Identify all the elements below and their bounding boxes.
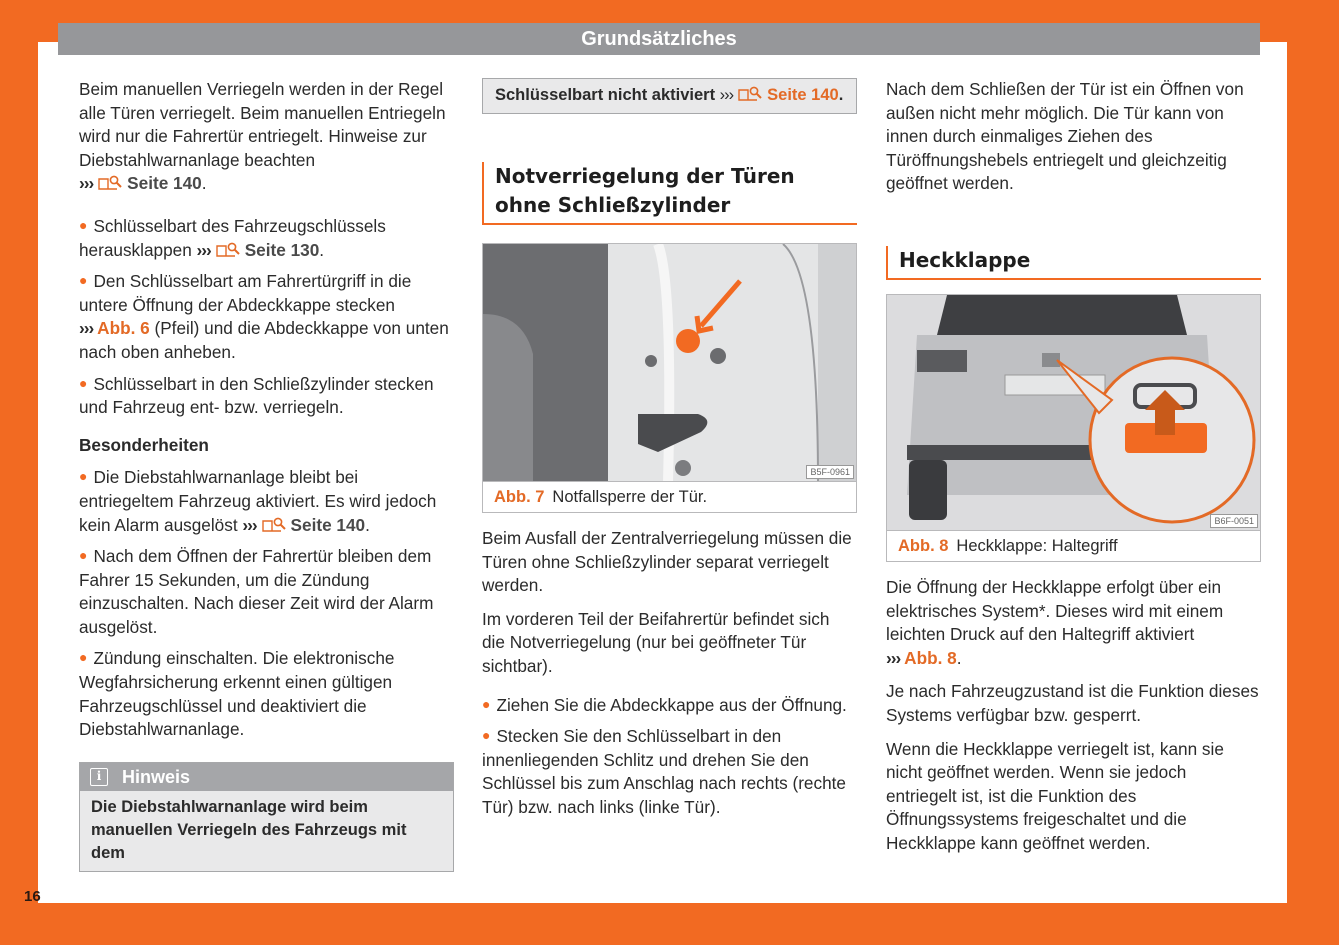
car-rear-image [887,295,1260,531]
reference-arrow-icon: ››› [719,86,734,104]
list-item: ● Ziehen Sie die Abdeckkappe aus der Öffnung. [482,694,847,715]
book-search-icon [97,175,123,191]
tailgate-illustration [887,295,1260,531]
page-reference-link[interactable]: Seite 140 [290,514,366,535]
book-search-icon [261,517,287,533]
hinweis-title: Hinweis [122,766,191,787]
figure-reference-link[interactable]: Abb. 6 [97,318,150,339]
book-search-icon [215,242,241,258]
door-lock-illustration [483,244,856,482]
note-box-continued: Schlüsselbart nicht aktiviert ››› Seite 140. [482,78,857,114]
figure-caption: Abb. 8 Heckklappe: Haltegriff [898,536,1118,555]
info-icon: i [90,768,108,786]
column-2 [482,78,857,827]
section-heading-heckklappe: Heckklappe [886,246,1261,280]
list-item: ● Schlüsselbart des Fahrzeugschlüssels herausklappen ››› Seite 130. [79,215,386,260]
door-edge-image [483,244,856,482]
paragraph: Beim Ausfall der Zentralverriegelung müssen die Türen ohne Schließzylinder separat verriegelt werden. [482,528,852,596]
list-item: ● Stecken Sie den Schlüsselbart in den innenliegenden Schlitz und drehen Sie den Schlüssel bis zum Anschlag nach rechts (rechte Tür) bzw. nach links (linke Tür). [482,726,846,817]
hinweis-header [80,763,453,791]
list-item: ● Den Schlüsselbart am Fahrertürgriff in die untere Öffnung der Abdeckkappe stecken ››› Abb. 6 (Pfeil) und die Abdeckkappe von unten nach oben anheben. [79,271,449,362]
bullet-icon: ● [79,216,88,233]
section-heading-notverriegelung: Notverriegelung der Türen ohne Schließzylinder [482,162,857,225]
paragraph: Die Öffnung der Heckklappe erfolgt über ein elektrisches System*. Dieses wird mit einem leichten Druck auf den Haltegriff aktiviert ››› Abb. 8. [886,576,1224,668]
subheading: Besonderheiten [79,434,209,455]
figure-label: Abb. 8 [898,536,949,555]
figure-code: B5F-0961 [806,465,854,479]
figure-label: Abb. 7 [494,488,545,506]
paragraph: Je nach Fahrzeugzustand ist die Funktion dieses Systems verfügbar bzw. gesperrt. [886,681,1259,725]
page-number: 16 [24,888,41,905]
list-item: ● Schlüsselbart in den Schließzylinder stecken und Fahrzeug ent- bzw. verriegeln. [79,373,434,418]
page-reference-link[interactable]: Seite 130 [244,239,320,260]
reference-arrow-icon: ››› [79,173,94,194]
paragraph: Nach dem Schließen der Tür ist ein Öffnen von außen nicht mehr möglich. Die Tür kann von innen durch einmaliges Ziehen des Türöffnungshebels entriegelt und gleichzeitig geöffnet werden. [886,79,1244,194]
bullet-icon: ● [79,374,88,391]
figure-7 [482,243,857,513]
reference-arrow-icon: ››› [79,318,94,339]
hinweis-note-box [79,762,454,872]
bullet-icon: ● [79,272,88,289]
figure-code: B6F-0051 [1210,514,1258,528]
column-3 [886,78,1261,866]
paragraph: Wenn die Heckklappe verriegelt ist, kann sie nicht geöffnet werden. Wenn sie jedoch entriegelt ist, ist die Funktion des Öffnungssystems freigeschaltet und die Heckklappe kann geöffnet werden. [886,738,1224,853]
book-search-icon [737,86,763,102]
reference-arrow-icon: ››› [196,239,211,260]
figure-reference-link[interactable]: Abb. 8 [904,647,957,668]
hinweis-body: Die Diebstahlwarnanlage wird beim manuellen Verriegeln des Fahrzeugs mit dem [80,791,453,871]
column-1 [79,78,454,872]
page-reference-link[interactable]: Seite 140 [767,86,839,104]
figure-caption: Abb. 7 Notfallsperre der Tür. [494,488,708,506]
list-item: ● Nach dem Öffnen der Fahrertür bleiben dem Fahrer 15 Sekunden, um die Zündung einzuschalten. Nach dieser Zeit wird der Alarm ausgelöst. [79,546,434,637]
intro-paragraph: Beim manuellen Verriegeln werden in der Regel alle Türen verriegelt. Beim manuellen Entriegeln wird nur die Fahrertür entriegelt. Hinweise zur Diebstahlwarnanlage beachten ››› Seite 140. [79,79,446,194]
page-reference-link[interactable]: Seite 140 [127,173,202,194]
figure-8 [886,294,1261,562]
bullet-icon: ● [79,468,88,485]
section-header: Grundsätzliches [58,23,1260,55]
bullet-icon: ● [79,547,88,564]
reference-arrow-icon: ››› [242,514,257,535]
list-item: ● Zündung einschalten. Die elektronische Wegfahrsicherung erkennt einen gültigen Fahrzeugschlüssel und deaktiviert die Diebstahlwarnanlage. [79,648,395,740]
bullet-icon: ● [482,727,491,744]
reference-arrow-icon: ››› [886,647,901,668]
bullet-icon: ● [79,649,88,666]
bullet-icon: ● [482,695,491,712]
list-item: ● Die Diebstahlwarnanlage bleibt bei entriegeltem Fahrzeug aktiviert. Es wird jedoch kein Alarm ausgelöst ››› Seite 140. [79,467,437,535]
paragraph: Im vorderen Teil der Beifahrertür befindet sich die Notverriegelung (nur bei geöffneter Tür sichtbar). [482,608,830,676]
